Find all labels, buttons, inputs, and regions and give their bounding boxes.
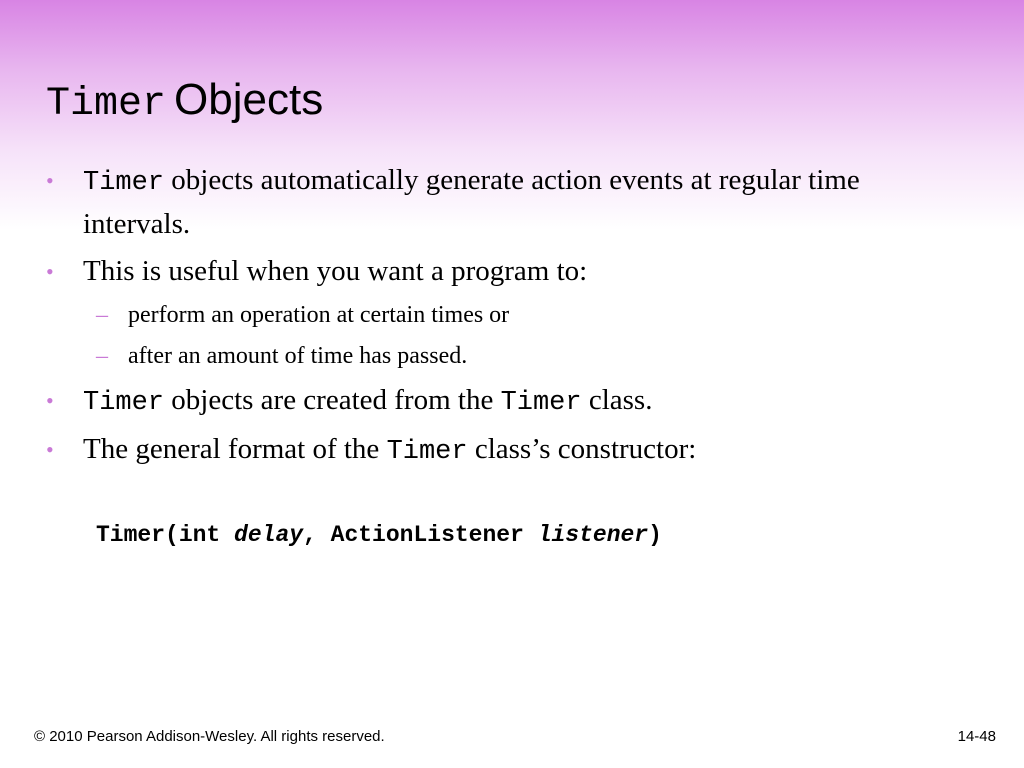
dash-icon: – <box>96 343 108 369</box>
bullet-icon: • <box>46 168 54 193</box>
bullet-icon: • <box>46 437 54 462</box>
inline-code: Timer <box>83 388 165 418</box>
bullet-body: objects automatically generate action events at regular time intervals. <box>83 164 860 240</box>
copyright-footer: © 2010 Pearson Addison-Wesley. All rights reserved. <box>34 728 385 745</box>
code-param-listener: listener <box>537 522 649 548</box>
slide-number: 14-48 <box>957 728 996 745</box>
bullet-body: objects are created from the <box>164 384 501 416</box>
bullet-text <box>83 380 953 424</box>
bullet-body: class. <box>581 384 653 416</box>
dash-icon: – <box>96 302 108 328</box>
sub-bullet-text: after an amount of time has passed. <box>128 343 468 369</box>
bullet-icon: • <box>46 388 54 413</box>
title-text: Objects <box>174 75 324 124</box>
bullet-icon: • <box>46 259 54 284</box>
bullet-text <box>83 429 953 473</box>
inline-code: Timer <box>386 437 468 467</box>
code-part: Timer(int <box>96 522 235 548</box>
sub-bullet-text: perform an operation at certain times or <box>128 302 510 328</box>
bullet-body: The general format of the <box>83 433 387 465</box>
code-param-delay: delay <box>234 522 304 548</box>
bullet-text <box>83 160 953 245</box>
bullet-text: This is useful when you want a program to: <box>83 255 588 287</box>
bullet-body: class’s constructor: <box>467 433 697 465</box>
code-part: ) <box>648 522 662 548</box>
code-part: , ActionListener <box>303 522 538 548</box>
inline-code: Timer <box>83 168 165 198</box>
slide-title <box>46 75 324 127</box>
inline-code: Timer <box>500 388 582 418</box>
constructor-signature <box>96 520 662 550</box>
title-code: Timer <box>46 82 167 127</box>
